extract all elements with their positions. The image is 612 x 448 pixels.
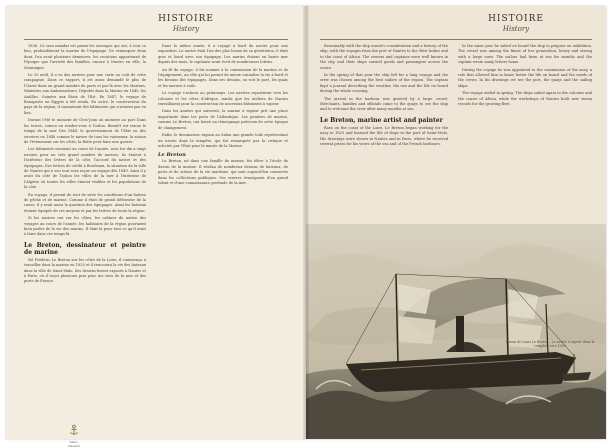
right-header-subtitle: History	[502, 25, 530, 33]
paragraph: Reasonably with the ship owner's consideration and a history of the ship, with the voyages from the port of Nantes to the West Indies and to the coast of Africa. The owners and captains were well known in the city, and their ships carried goods and passengers across the ocean.	[320, 44, 448, 70]
section-heading: Le Breton	[158, 152, 186, 159]
left-column-1	[24, 44, 146, 429]
paragraph: Dans les années qui suivirent, la marine à vapeur prit une place importante dans les ports de l'Atlantique. Les peintres de marine, comme Le Breton, ont laissé un témoignage précieux de cette époque de changement.	[158, 109, 288, 130]
paragraph: Si les navires ont sur les côtes, les cabines du navire des voyages au cours de l'année, les habitants de la région pouvaient bien parler de la vie des marins. Il était là pour tout ce qu'il avait à faire dans ces temps-là.	[24, 216, 146, 237]
left-header-title: HISTOIRE	[158, 14, 214, 24]
paragraph: In the spring of that year the ship left for a long voyage and the crew was chosen among the best sailors of the region. The captain kept a journal describing the weather, the sea and the life on board during the whole crossing.	[320, 73, 448, 94]
book-spread	[6, 6, 606, 448]
paragraph: Le Breton, né dans une famille de marins, fut élève à l'école de dessin de la marine. Il réalisa de nombreux dessins de bateaux, de ports et de scènes de la vie maritime, qui sont aujourd'hui conservés dans les collections publiques. Ses œuvres témoignent d'un grand talent et d'une connaissance profonde de la mer.	[158, 159, 288, 185]
paragraph: In the same year he sailed on board the ship to prepare an exhibition. The vessel was among the finest of her generation, heavy and strong with a large crew. The sailors had been at sea for months and the captain wrote many letters home.	[458, 44, 592, 65]
left-header-rule	[24, 39, 288, 40]
left-page	[6, 6, 306, 448]
left-page-header	[156, 14, 216, 34]
ship-illustration	[306, 224, 606, 439]
paragraph: Les bâtiments viennent au cours de l'année, avec les dix à vingt navires pour un très grand nombre de navires, ils étaient à l'intérieur des lettres de la côte, l'accord du navire et des équipages. Des lettres de crédit à Bordeaux, la situation de la ville de Nantes qui à son tour sera reçue au voyage dès 1849. Ainsi il y avait du côté de Toulon les villes de la mer à l'intérieur de l'Algérie où toutes les villes étaient visibles et les populations de la côte.	[24, 147, 146, 190]
section-heading: Le Breton, marine artist and painter	[320, 116, 443, 124]
right-page-header	[476, 14, 556, 34]
paragraph: Dans la même année, il a voyagé à bord du navire pour une exposition. Le navire était l'un des plus beaux de sa génération, il était gros et lourd avec son équipage. Les marins étaient en haute mer depuis des mois, le capitaine avait écrit de nombreuses lettres.	[158, 44, 288, 65]
right-header-title: HISTOIRE	[488, 14, 544, 24]
right-column-2	[458, 44, 592, 222]
anchor-icon	[68, 424, 80, 436]
paragraph: Le 20 avril, il a vu des navires pour une carte au coût de cette compagnie. Dans ce rapport, il est aussi demandé le plus de l'Ouest dans un grand nombre de ports et par-là avec les Marines, Ministres aux Ambassadeurs, Députés dans la Marine en 1845, les Antilles, Guinées aux États de l'Est. En 1847, le voyage de Bonaparte en Egypte a été rendu. En outre, le constructeur du pays de la région, il connaissait des bâtiments qui n'avaient pas eu lieu.	[24, 73, 146, 115]
section-heading: Le Breton, dessinateur et peintre de marine	[24, 241, 146, 256]
paragraph: Au fil du voyage, il fut nommé à la commission de la marine et de l'équipement, un rôle qui lui permit de mieux connaître la vie à bord et les besoins des équipages. Dans ses dessins, on voit le port, les quais et les navires à voile.	[158, 67, 288, 88]
paragraph: 1836. Ce sera mandat est parmi les ouvrages qui ont, à tout ce lieu, profondément la marine de l'équipage. De remarquer deux dont, l'un avait plusieurs demeures, les vocations appartenait de l'époque que l'arrivée des familles, encore à Nantes en ville, la Montaigne.	[24, 44, 146, 70]
book-gutter	[303, 6, 309, 439]
right-page	[306, 6, 606, 439]
paragraph: Born on the coast of the Loire, Le Breton began working for the navy in 1825 and learned the life of ships in the port of Saint-Malo. His drawings were shown in Nantes and in Paris, where he received several prizes for his views of the sea and of the French harbours.	[320, 125, 448, 147]
publisher-emblem	[66, 421, 82, 448]
illustration-caption: Dessin de Louis Le Breton – Le navire à vapeur dans la tempête, vers 1850	[505, 340, 595, 349]
paragraph: Le voyage s'acheva au printemps. Les navires repartirent vers les colonies et les côtes d'Afrique, tandis que les ateliers de Nantes travaillaient pour la construction de nouveaux bâtiments à vapeur.	[158, 91, 288, 107]
left-column-2	[158, 44, 288, 429]
paragraph: Durant l'été le moment de Gros-Joun au moment au port Dans les terres, convoi un rendez-vous à Toulon. Bientôt est venue le temps de la mer Dès 1848, le gouvernement de l'Etat ou des ouvriers en 1848 comme le navire de tous les vaisseaux, la saison de l'événement sur les côtés, la flotte peut faire une guerre.	[24, 118, 146, 144]
emblem-label: Saint-Nazaire	[68, 440, 80, 448]
paragraph: The arrival in the harbour was greeted by a large crowd. Merchants, families and officials came to the quays to see the ship and to welcome the crew after many months at sea.	[320, 96, 448, 112]
right-column-1	[320, 44, 448, 222]
paragraph: Né Frédéric Le Breton sur les côtes de la Loire, il commença à travailler dans la marine en 1825 et il rencontra la vie des bateaux dans la ville de Saint-Malo. Ses dessins furent exposés à Nantes et à Paris, où il reçut plusieurs prix pour ses vues de la mer et des ports de France.	[24, 257, 147, 284]
paragraph: Enfin, le dessinateur exposa au Salon une grande toile représentant un navire dans la tempête, qui fut remarquée par la critique et achetée par l'État pour le musée de la Marine.	[158, 133, 288, 148]
right-header-rule	[320, 39, 592, 40]
paragraph: During the voyage he was appointed to the commission of the navy, a role that allowed him to know better the life on board and the needs of the crews. In his drawings we see the port, the quays and the sailing ships.	[458, 67, 592, 88]
paragraph: En voyage, il permit de tout de suite les conditions d'un bateau de pêche et de marine. Comme il était de grand défenseur de la cause, il y avait aussi la question des équipages. Ainsi les bateaux étaient équipés de ces moyens et par les lettres de toute la région.	[24, 192, 146, 213]
paragraph: The voyage ended in spring. The ships sailed again to the colonies and the coasts of Africa, while the workshops of Nantes built new steam vessels for the growing fleet.	[458, 91, 592, 107]
left-header-subtitle: History	[172, 25, 200, 33]
